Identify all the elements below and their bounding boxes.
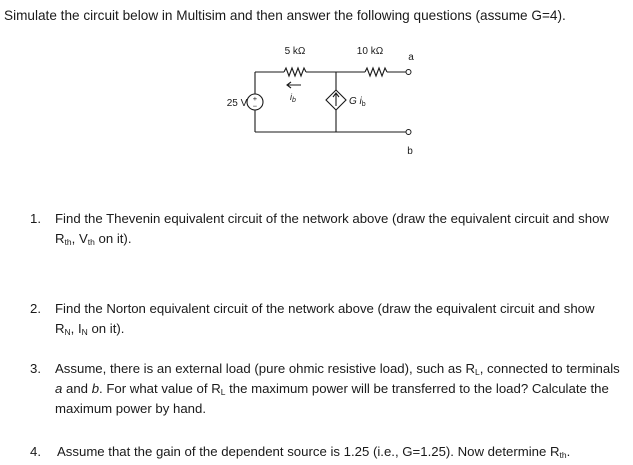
question-line: Find the Thevenin equivalent circuit of the network above (draw the equivalent circuit and show bbox=[55, 211, 609, 226]
source-plus: + bbox=[252, 94, 258, 103]
source-label: 25 V bbox=[226, 98, 248, 109]
question-line: Find the Norton equivalent circuit of the network above (draw the equivalent circuit and show bbox=[55, 301, 595, 316]
r1-label: 5 kΩ bbox=[284, 46, 306, 57]
question-line: Assume that the gain of the dependent source is 1.25 (i.e., G=1.25). Now determine $R_{th}$. bbox=[57, 444, 571, 460]
question-number: 2. bbox=[30, 301, 41, 316]
question-number: 4. bbox=[30, 444, 41, 459]
circuit-diagram bbox=[0, 0, 633, 200]
dependent-source-arrow bbox=[333, 93, 339, 106]
question-line: maximum power by hand. bbox=[55, 401, 206, 416]
resistor-5k bbox=[284, 68, 306, 76]
question-number: 3. bbox=[30, 361, 41, 376]
r2-label: 10 kΩ bbox=[356, 46, 384, 57]
question-line: a and b. For what value of $R_L$ the maximum power will be transferred to the load? Calculate the bbox=[55, 381, 609, 397]
resistor-10k bbox=[365, 68, 387, 76]
intro-text: Simulate the circuit below in Multisim and then answer the following questions (assume G=4). bbox=[4, 8, 566, 23]
question-number: 1. bbox=[30, 211, 41, 226]
question-line: Assume, there is an external load (pure ohmic resistive load), such as $R_L$, connected to terminals bbox=[55, 361, 620, 377]
source-minus: − bbox=[252, 101, 258, 111]
dependent-source-label: G $i_b$ bbox=[349, 96, 366, 108]
terminal-a-node bbox=[406, 70, 411, 75]
question-line: $R_N$, $I_N$ on it). bbox=[55, 321, 125, 337]
terminal-b-node bbox=[406, 130, 411, 135]
current-arrow bbox=[287, 82, 301, 88]
question-line: $R_{th}$, $V_{th}$ on it). bbox=[55, 231, 132, 247]
terminal-a-label: a bbox=[408, 52, 414, 63]
terminal-b-label: b bbox=[407, 146, 413, 157]
current-label: $i_b$ bbox=[290, 92, 296, 104]
